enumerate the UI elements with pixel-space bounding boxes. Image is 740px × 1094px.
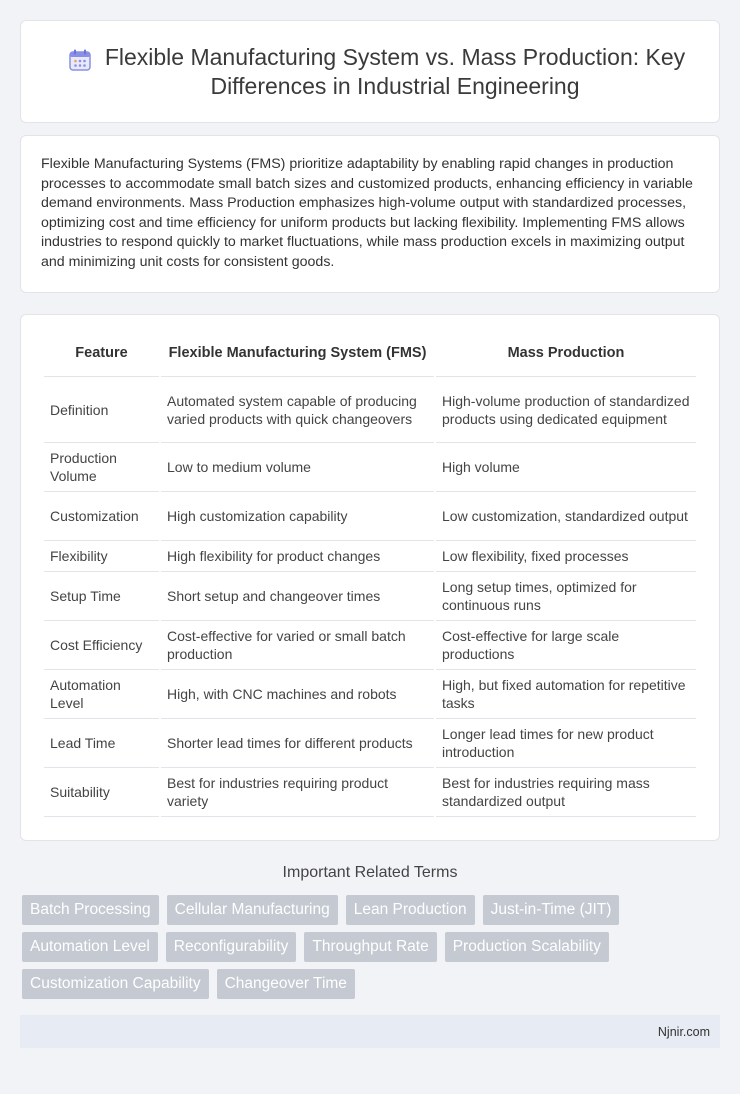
page-title: Flexible Manufacturing System vs. Mass Production: Key Differences in Industrial Engineering	[104, 43, 686, 99]
title-card	[20, 20, 720, 123]
row-feature: Flexibility	[44, 541, 159, 572]
related-terms-tags	[0, 895, 740, 999]
table-row	[44, 492, 696, 541]
row-mass: High volume	[436, 443, 696, 492]
row-fms: Best for industries requiring product variety	[161, 768, 434, 817]
row-mass: High-volume production of standardized products using dedicated equipment	[436, 377, 696, 443]
row-mass: Long setup times, optimized for continuous runs	[436, 572, 696, 621]
row-mass: Longer lead times for new product introduction	[436, 719, 696, 768]
row-feature: Cost Efficiency	[44, 621, 159, 670]
tag-throughput-rate[interactable]: Throughput Rate	[304, 932, 436, 962]
row-feature: Customization	[44, 492, 159, 541]
row-fms: High customization capability	[161, 492, 434, 541]
row-mass: Best for industries requiring mass standardized output	[436, 768, 696, 817]
footer	[20, 1015, 720, 1048]
header-mass-production: Mass Production	[436, 329, 696, 377]
related-terms-title: Important Related Terms	[282, 864, 458, 881]
intro-card	[20, 135, 720, 293]
table-row	[44, 541, 696, 572]
row-fms: Cost-effective for varied or small batch production	[161, 621, 434, 670]
tag-lean-production[interactable]: Lean Production	[346, 895, 475, 925]
calendar-icon	[68, 48, 92, 72]
row-feature: Setup Time	[44, 572, 159, 621]
table-row	[44, 719, 696, 768]
row-feature: Automation Level	[44, 670, 159, 719]
tag-automation-level[interactable]: Automation Level	[22, 932, 158, 962]
comparison-table	[42, 329, 698, 817]
table-row	[44, 443, 696, 492]
row-fms: High, with CNC machines and robots	[161, 670, 434, 719]
tag-batch-processing[interactable]: Batch Processing	[22, 895, 159, 925]
tag-just-in-time[interactable]: Just-in-Time (JIT)	[483, 895, 620, 925]
tag-changeover-time[interactable]: Changeover Time	[217, 969, 355, 999]
row-feature: Suitability	[44, 768, 159, 817]
row-fms: Short setup and changeover times	[161, 572, 434, 621]
row-mass: High, but fixed automation for repetitive tasks	[436, 670, 696, 719]
row-feature: Production Volume	[44, 443, 159, 492]
intro-text: Flexible Manufacturing Systems (FMS) prioritize adaptability by enabling rapid changes in production processes to accommodate small batch sizes and customized products, enhancing efficiency in variable demand environments. Mass Production emphasizes high-volume output with standardized processes, optimizing cost and time efficiency for uniform products but lacking flexibility. Implementing FMS allows industries to respond quickly to market fluctuations, while mass production excels in maximizing output and minimizing unit costs for consistent goods.	[41, 156, 693, 270]
table-row	[44, 621, 696, 670]
table-row	[44, 377, 696, 443]
tag-customization-capability[interactable]: Customization Capability	[22, 969, 209, 999]
header-fms: Flexible Manufacturing System (FMS)	[161, 329, 434, 377]
table-row	[44, 768, 696, 817]
header-feature: Feature	[44, 329, 159, 377]
row-fms: High flexibility for product changes	[161, 541, 434, 572]
row-mass: Low customization, standardized output	[436, 492, 696, 541]
row-fms: Low to medium volume	[161, 443, 434, 492]
table-row	[44, 572, 696, 621]
related-terms-section	[0, 864, 740, 999]
footer-site[interactable]: Njnir.com	[657, 1024, 710, 1039]
table-header-row	[44, 329, 696, 377]
row-feature: Lead Time	[44, 719, 159, 768]
row-mass: Cost-effective for large scale productions	[436, 621, 696, 670]
tag-reconfigurability[interactable]: Reconfigurability	[166, 932, 297, 962]
row-feature: Definition	[44, 377, 159, 443]
table-row	[44, 670, 696, 719]
tag-cellular-manufacturing[interactable]: Cellular Manufacturing	[167, 895, 338, 925]
row-mass: Low flexibility, fixed processes	[436, 541, 696, 572]
tag-production-scalability[interactable]: Production Scalability	[445, 932, 609, 962]
row-fms: Automated system capable of producing varied products with quick changeovers	[161, 377, 434, 443]
comparison-table-card	[20, 314, 720, 841]
row-fms: Shorter lead times for different products	[161, 719, 434, 768]
